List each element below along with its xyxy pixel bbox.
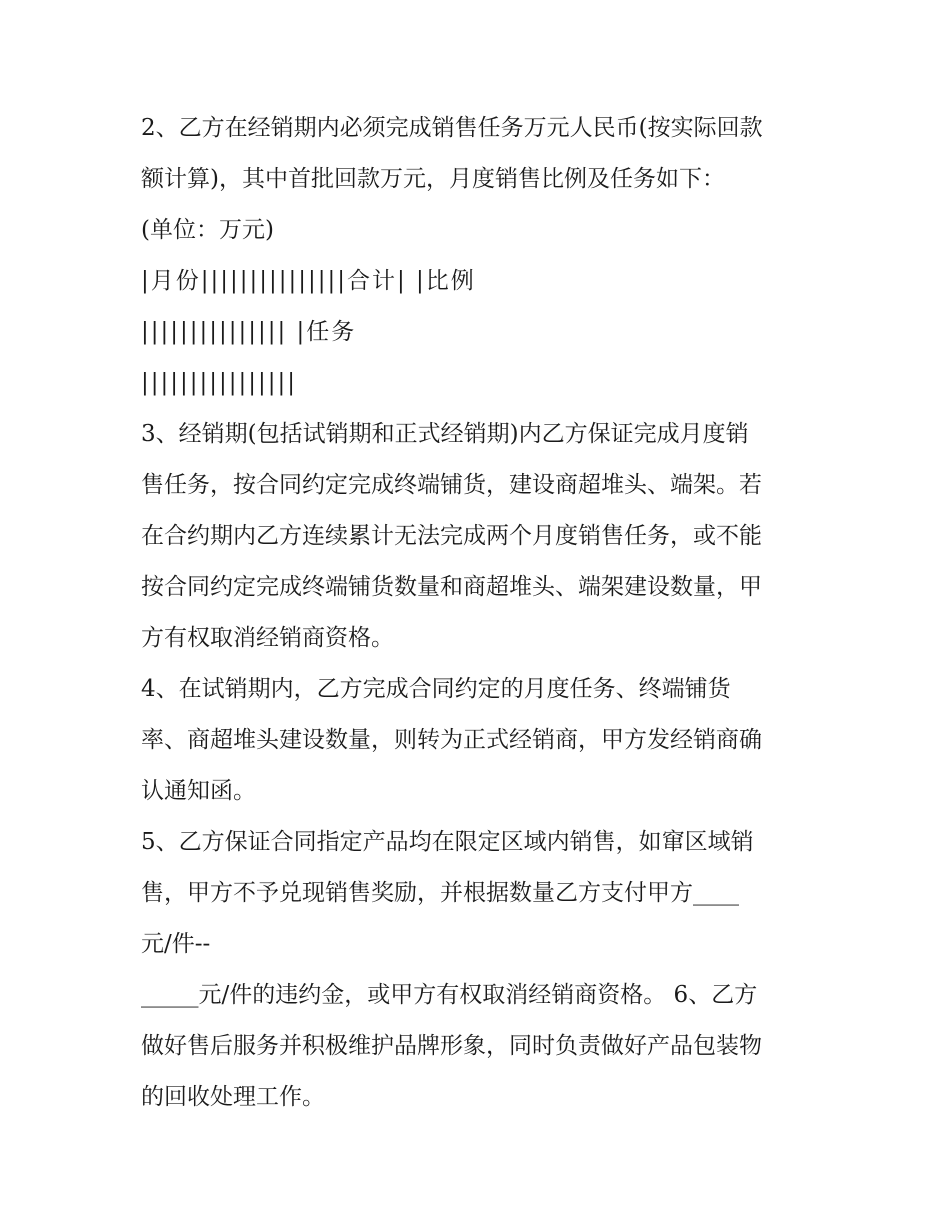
clause-3-line-3: 在合约期内乙方连续累计无法完成两个月度销售任务，或不能	[141, 523, 762, 549]
table-row-task: ||||||||||||||| |任务	[141, 319, 357, 345]
document-page	[141, 103, 821, 1123]
clause-5-line-3: 元/件--	[141, 931, 211, 957]
clause-6-line-1: 做好售后服务并积极维护品牌形象，同时负责做好产品包装物	[141, 1033, 762, 1059]
clause-4-line-1: 4、在试销期内，乙方完成合同约定的月度任务、终端铺货	[141, 676, 731, 702]
table-row-empty: ||||||||||||||||	[141, 370, 297, 396]
clause-3-line-5: 方有权取消经销商资格。	[141, 625, 394, 651]
unit-note: (单位：万元)	[141, 217, 274, 243]
clause-5-line-2: 售，甲方不予兑现销售奖励，并根据数量乙方支付甲方____	[141, 880, 739, 906]
clause-2-line-1: 2、乙方在经销期内必须完成销售任务万元人民币(按实际回款	[141, 115, 763, 141]
clause-5-line-1: 5、乙方保证合同指定产品均在限定区域内销售，如窜区域销	[141, 829, 754, 855]
clause-4-line-3: 认通知函。	[141, 778, 256, 804]
clause-3-line-1: 3、经销期(包括试销期和正式经销期)内乙方保证完成月度销	[141, 421, 749, 447]
table-row-month: |月份|||||||||||||||合计| |比例	[141, 268, 476, 294]
clause-3-line-4: 按合同约定完成终端铺货数量和商超堆头、端架建设数量，甲	[141, 574, 762, 600]
clause-4-line-2: 率、商超堆头建设数量，则转为正式经销商，甲方发经销商确	[141, 727, 762, 753]
clause-3-line-2: 售任务，按合同约定完成终端铺货，建设商超堆头、端架。若	[141, 472, 762, 498]
clause-6-line-2: 的回收处理工作。	[141, 1084, 325, 1110]
clause-2-line-2: 额计算)，其中首批回款万元，月度销售比例及任务如下：	[141, 166, 725, 192]
clause-5-line-4: _____元/件的违约金，或甲方有权取消经销商资格。 6、乙方	[141, 982, 758, 1008]
